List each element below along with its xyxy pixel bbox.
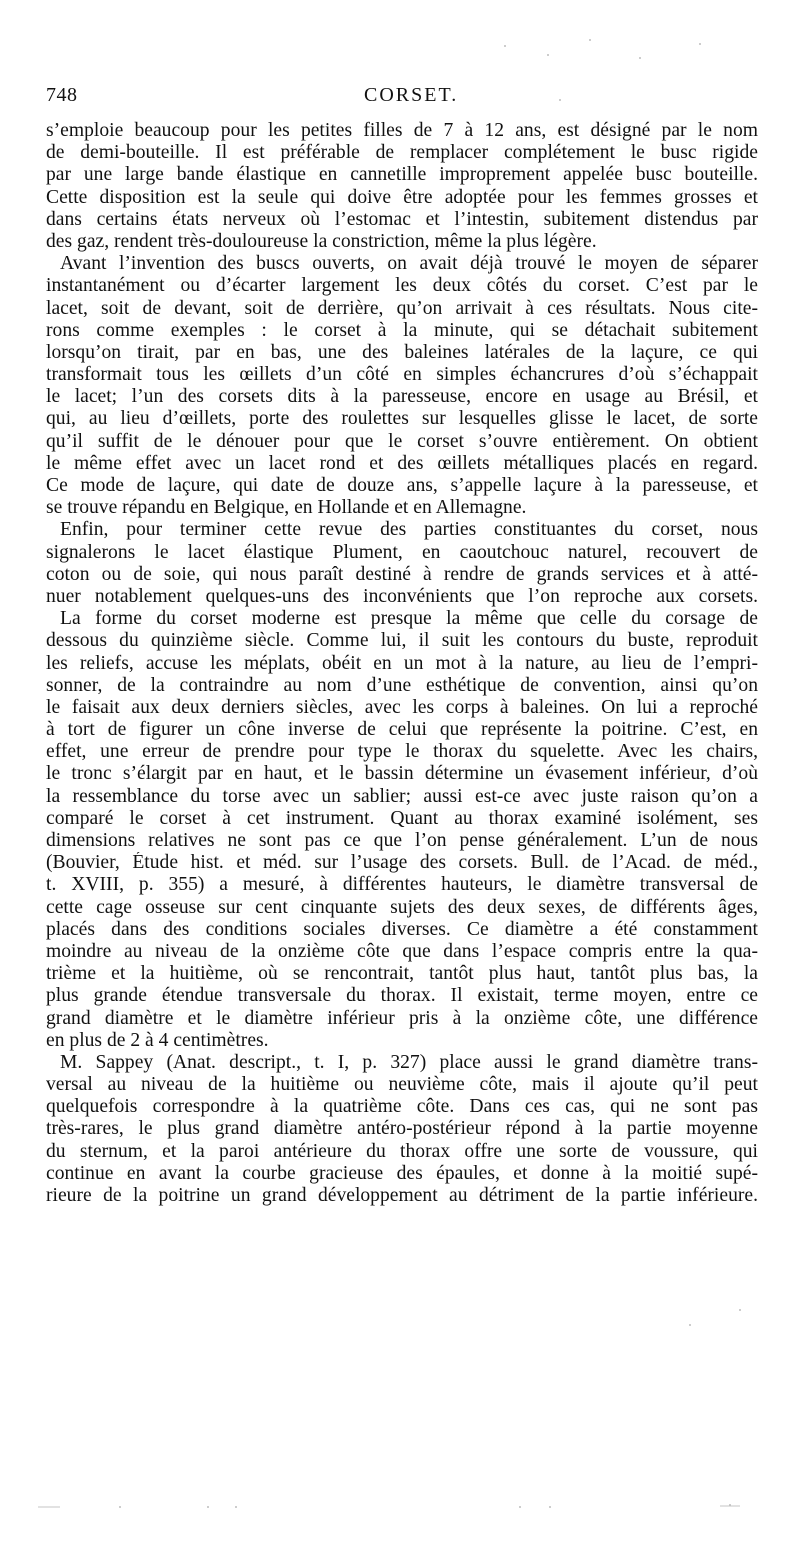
page-header <box>46 84 756 118</box>
text-line: dans certains états nerveux où l’estomac et l’intestin, subitement distendus par <box>46 208 758 230</box>
text-line: placés dans des conditions sociales diverses. Ce diamètre a été constamment <box>46 918 758 940</box>
text-line: plus grande étendue transversale du thorax. Il existait, terme moyen, entre ce <box>46 985 758 1007</box>
text-line: coton ou de soie, qui nous paraît destiné à rendre de grands services et à atté- <box>46 563 758 585</box>
text-line: effet, une erreur de prendre pour type le thorax du squelette. Avec les chairs, <box>46 741 758 763</box>
text-line: les reliefs, accuse les méplats, obéit en un mot à la nature, au lieu de l’empri- <box>46 652 758 674</box>
text-line: le tronc s’élargit par en haut, et le bassin détermine un évasement inférieur, d’où <box>46 763 758 785</box>
text-line: t. XVIII, p. 355) a mesuré, à différentes hauteurs, le diamètre transversal de <box>46 874 758 896</box>
text-line: le lacet; l’un des corsets dits à la paresseuse, encore en usage au Brésil, et <box>46 386 758 408</box>
text-line: qui, au lieu d’œillets, porte des roulettes sur lesquelles glisse le lacet, de sorte <box>46 408 758 430</box>
text-line: dimensions relatives ne sont pas ce que l’on pense généralement. L’un de nous <box>46 830 758 851</box>
text-line: quelquefois correspondre à la quatrième côte. Dans ces cas, qui ne sont pas <box>46 1096 758 1118</box>
text-line: rieure de la poitrine un grand développement au détriment de la partie inférieure. <box>46 1185 758 1206</box>
running-title: CORSET. <box>364 84 459 106</box>
text-line: comparé le corset à cet instrument. Quant au thorax examiné isolément, ses <box>46 807 758 829</box>
text-line: cette cage osseuse sur cent cinquante sujets des deux sexes, de différents âges, <box>46 896 758 918</box>
text-line: des gaz, rendent très-douloureuse la constriction, même la plus légère. <box>46 230 597 252</box>
text-line: versal au niveau de la huitième ou neuvième côte, mais il ajoute qu’il peut <box>46 1074 758 1096</box>
text-line: instantanément ou d’écarter largement les deux côtés du corset. C’est par le <box>46 275 758 297</box>
text-line: moindre au niveau de la onzième côte que dans l’espace compris entre la qua- <box>46 940 758 962</box>
text-line: nuer notablement quelques-uns des inconvénients que l’on reproche aux corsets. <box>46 585 758 607</box>
text-line: dessous du quinzième siècle. Comme lui, il suit les contours du buste, reproduit <box>46 630 758 652</box>
text-line: de demi-bouteille. Il est préférable de remplacer complétement le busc rigide <box>46 142 758 164</box>
text-line: M. Sappey (Anat. descript., t. I, p. 327) place aussi le grand diamètre trans- <box>60 1051 758 1073</box>
text-line: Ce mode de laçure, qui date de douze ans, s’appelle laçure à la paresseuse, et <box>46 475 758 496</box>
text-line: du sternum, et la paroi antérieure du thorax offre une sorte de voussure, qui <box>46 1140 758 1162</box>
text-line: Cette disposition est la seule qui doive être adoptée pour les femmes grosses et <box>46 186 758 208</box>
text-line: par une large bande élastique en cannetille improprement appelée busc bouteille. <box>46 164 758 186</box>
text-line: lacet, soit de devant, soit de derrière, qu’on arrivait à ces résultats. Nous cite- <box>46 297 758 319</box>
text-line: grand diamètre et le diamètre inférieur pris à la onzième côte, une différence <box>46 1007 758 1029</box>
text-line: La forme du corset moderne est presque la même que celle du corsage de <box>60 608 758 630</box>
text-line: en plus de 2 à 4 centimètres. <box>46 1029 269 1051</box>
text-line: le même effet avec un lacet rond et des œillets métalliques placés en regard. <box>46 452 758 474</box>
text-line: Enfin, pour terminer cette revue des parties constituantes du corset, nous <box>60 519 758 541</box>
text-line: Avant l’invention des buscs ouverts, on avait déjà trouvé le moyen de séparer <box>60 253 758 275</box>
text-line: trième et la huitième, où se rencontrait, tantôt plus haut, tantôt plus bas, la <box>46 963 758 985</box>
text-line: s’emploie beaucoup pour les petites filles de 7 à 12 ans, est désigné par le nom <box>46 120 758 141</box>
page-number: 748 <box>46 84 78 106</box>
body-text <box>46 120 758 1207</box>
text-line: le faisait aux deux derniers siècles, avec les corps à baleines. On lui a reproché <box>46 696 758 718</box>
text-line: rons comme exemples : le corset à la minute, qui se détachait subitement <box>46 319 758 341</box>
text-line: signalerons le lacet élastique Plument, en caoutchouc naturel, recouvert de <box>46 541 758 563</box>
text-line: très-rares, le plus grand diamètre antéro-postérieur répond à la partie moyenne <box>46 1118 758 1140</box>
text-line: transformait tous les œillets d’un côté en simples échancrures d’où s’échappait <box>46 364 758 386</box>
text-line: lorsqu’on tirait, par en bas, une des baleines latérales de la laçure, ce qui <box>46 341 758 363</box>
text-line: qu’il suffit de le dénouer pour que le corset s’ouvre entièrement. On obtient <box>46 430 758 452</box>
text-line: (Bouvier, Étude hist. et méd. sur l’usage des corsets. Bull. de l’Acad. de méd., <box>46 852 758 874</box>
text-line: continue en avant la courbe gracieuse des épaules, et donne à la moitié supé- <box>46 1162 758 1184</box>
text-line: se trouve répandu en Belgique, en Hollande et en Allemagne. <box>46 497 527 519</box>
text-line: sonner, de la contraindre au nom d’une esthétique de convention, ainsi qu’on <box>46 674 758 696</box>
text-line: la ressemblance du torse avec un sablier; aussi est-ce avec juste raison qu’on a <box>46 785 758 807</box>
text-line: à tort de figurer un cône inverse de celui que représente la poitrine. C’est, en <box>46 719 758 741</box>
